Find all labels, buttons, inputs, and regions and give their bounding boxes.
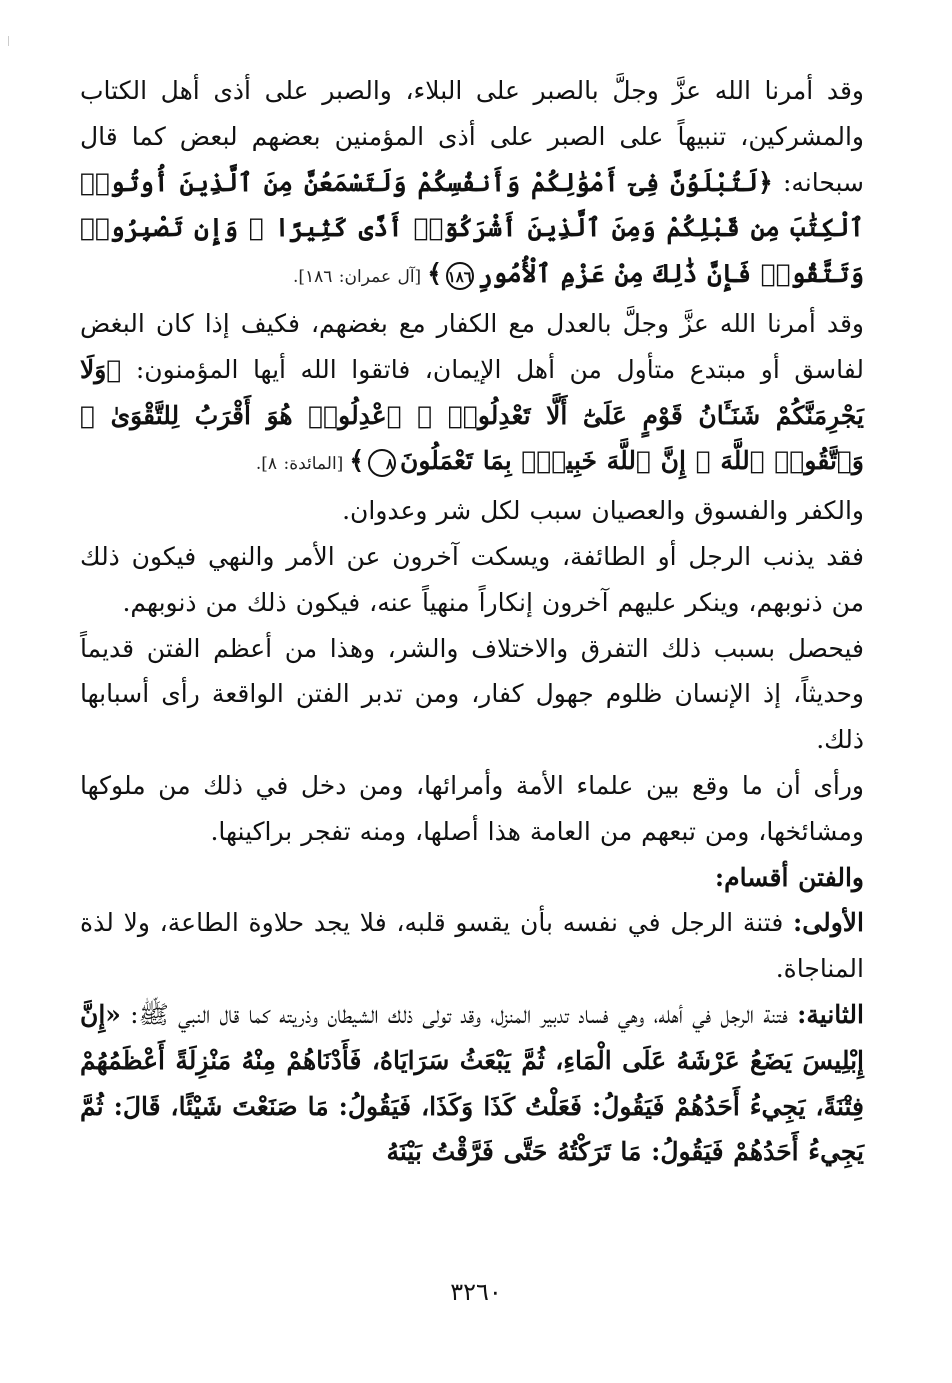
body-text xyxy=(80,68,864,1175)
paragraph-disbelief: والكفر والفسوق والعصيان سبب لكل شر وعدوان. xyxy=(342,496,864,526)
hadith-quote: «إِنَّ إِبْلِيسَ يَضَعُ عَرْشَهُ عَلَى الْمَاءِ، ثُمَّ يَبْعَثُ سَرَايَاهُ، فَأَدْنَاهُمْ مِنْهُ مَنْزِلَةً أَعْظَمُهُمْ فِتْنَةً، يَجِيءُ أَحَدُهُمْ فَيَقُولُ: فَعَلْتُ كَذَا وَكَذَا، فَيَقُولُ: مَا صَنَعْتَ شَيْئًا، قَالَ: ثُمَّ يَجِيءُ أَحَدُهُمْ فَيَقُولُ: مَا تَرَكْتُهُ حَتَّى فَرَّقْتُ بَيْنَهُ xyxy=(80,999,864,1167)
paragraph-second-trial xyxy=(80,992,864,1175)
paragraph-text: وقد أمرنا الله عزَّ وجلَّ بالعدل مع الكفار مع بغضهم، فكيف إذا كان البغض لفاسق أو مبتدع متأول من أهل الإيمان، فاتقوا الله أيها المؤمنون: xyxy=(80,308,864,384)
quran-verse xyxy=(80,168,864,289)
section-heading: والفتن أقسام: xyxy=(714,862,864,892)
verse-reference: [آل عمران: ١٨٦]. xyxy=(292,267,422,288)
margin-mark xyxy=(8,36,9,46)
verse-reference: [المائدة: ٨]. xyxy=(255,454,344,475)
paragraph-text: وقد أمرنا الله عزَّ وجلَّ بالصبر على البلاء، والصبر على أذى أهل الكتاب والمشركين، تنبيهاً على الصبر على أذى المؤمنين بعضهم لبعض كما قال سبحانه: xyxy=(80,76,864,197)
paragraph-first-trial xyxy=(80,900,864,992)
second-text: فتنة الرجل في أهله، وهي فساد تدبير المنزل، وقد تولى ذلك الشيطان وذريته كما قال النبي ﷺ: xyxy=(120,999,798,1029)
first-label: الأولى: xyxy=(793,908,864,938)
ayah-number-marker: ١٨٦ xyxy=(446,262,474,290)
quran-open-bracket: ﴿ xyxy=(106,354,122,384)
ayah-number-marker: ٨ xyxy=(368,449,396,477)
quran-open-bracket: ﴿ xyxy=(758,167,773,197)
paragraph-division: فيحصل بسبب ذلك التفرق والاختلاف والشر، وهذا من أعظم الفتن قديماً وحديثاً، إذ الإنسان ظلوم جهول كفار، ومن تدبر الفتن الواقعة رأى أسبابها ذلك. xyxy=(80,633,864,755)
paragraph-patience xyxy=(80,68,864,301)
paragraph-sins: فقد يذنب الرجل أو الطائفة، ويسكت آخرون عن الأمر والنهي فيكون ذلك من ذنوبهم، وينكر عليهم آخرون إنكاراً منهياً عنه، فيكون ذلك من ذنوبهم. xyxy=(80,541,864,617)
page-number: ٣٢٦٠ xyxy=(450,1278,502,1306)
quran-close-bracket: ﴾ xyxy=(427,259,442,289)
quran-text: لَتُبْلَوُنَّ فِىٓ أَمْوَٰلِكُمْ وَأَنفُسِكُمْ وَلَتَسْمَعُنَّ مِنَ ٱلَّذِينَ أُوتُوا۟ ٱلْكِتَٰبَ مِن قَبْلِكُمْ وَمِنَ ٱلَّذِينَ أَشْرَكُوٓا۟ أَذًى كَثِيرًا ۚ وَإِن تَصْبِرُوا۟ وَتَتَّقُوا۟ فَإِنَّ ذَٰلِكَ مِنْ عَزْمِ ٱلْأُمُورِ xyxy=(80,167,864,289)
quran-close-bracket: ﴾ xyxy=(349,446,364,476)
second-label: الثانية: xyxy=(797,999,864,1029)
paragraph-justice xyxy=(80,301,864,488)
quran-text: وَلَا يَجْرِمَنَّكُمْ شَنَـَٔانُ قَوْمٍ عَلَىٰٓ أَلَّا تَعْدِلُوا۟ ۚ ٱعْدِلُوا۟ هُوَ أَقْرَبُ لِلتَّقْوَىٰ ۖ وَٱتَّقُوا۟ ٱللَّهَ ۚ إِنَّ ٱللَّهَ خَبِيرٌۢ بِمَا تَعْمَلُونَ xyxy=(80,354,864,476)
paragraph-scholars: ورأى أن ما وقع بين علماء الأمة وأمرائها، ومن دخل في ذلك من ملوكها ومشائخها، ومن تبعهم من العامة هذا أصلها، ومنه تفجر براكينها. xyxy=(80,770,864,846)
first-text: فتنة الرجل في نفسه بأن يقسو قلبه، فلا يجد حلاوة الطاعة، ولا لذة المناجاة. xyxy=(80,908,864,984)
